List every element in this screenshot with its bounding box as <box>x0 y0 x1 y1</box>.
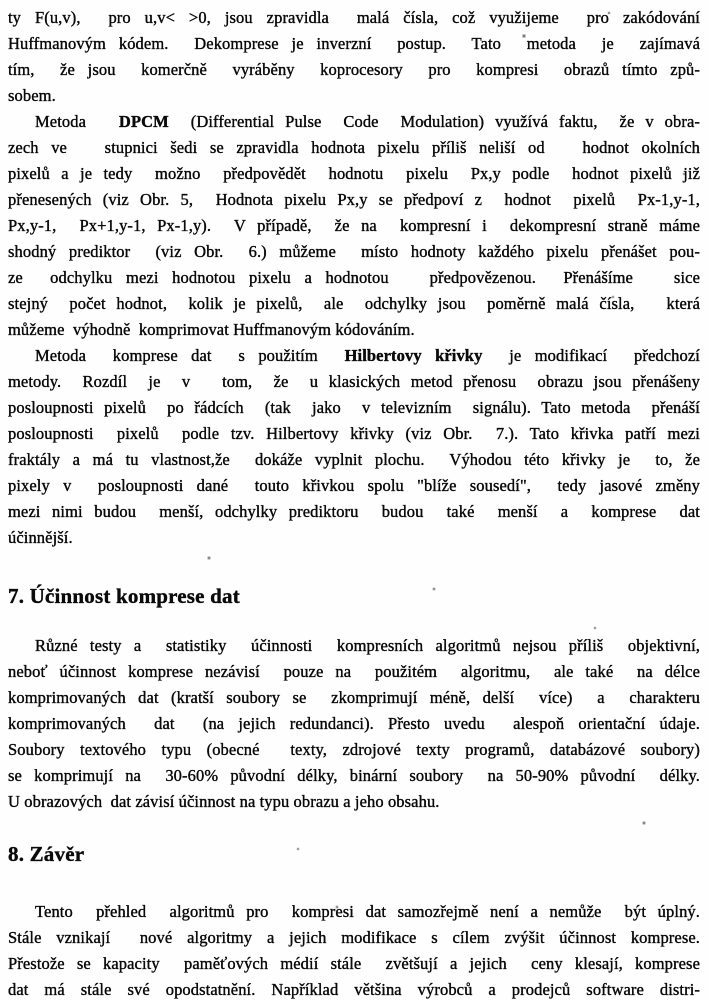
text-line: stejný počet hodnot, kolik je pixelů, ale odchylky jsou poměrně malá čísla, která <box>8 294 700 313</box>
text-line: dat má stále své opodstatnění. Například většina výrobců a prodejců software distri- <box>8 980 700 999</box>
text-line: neboť účinnost komprese nezávisí pouze na použitém algoritmu, ale také na délce <box>8 662 700 681</box>
text-line: pixely v posloupnosti dané touto křivkou spolu "blíže sousedí", tedy jasové změny <box>8 476 700 495</box>
text-line: ty F(u,v), pro u,v< >0, jsou zpravidla malá čísla, což využijeme pro zakódování <box>8 8 700 27</box>
section-heading: 7. Účinnost komprese dat <box>8 584 240 608</box>
text-segment: (Differential Pulse Code Modulation) využívá faktu, že v obra- <box>168 112 700 131</box>
text-line: posloupnosti pixelů podle tzv. Hilbertovy křivky (viz Obr. 7.). Tato křivka patří mezi <box>8 424 700 443</box>
scan-speckles <box>0 0 2 2</box>
text-line: Huffmanovým kódem. Dekomprese je inverzní postup. Tato metoda je zajímavá <box>8 34 700 53</box>
text-line: Různé testy a statistiky účinnosti kompresních algoritmů nejsou příliš objektivní, <box>35 636 700 655</box>
section-heading: 8. Závěr <box>8 842 85 866</box>
text-line: U obrazových dat závisí účinnost na typu obrazu a jeho obsahu. <box>8 792 440 811</box>
text-line <box>8 109 700 135</box>
text-segment: Metoda komprese dat s použitím <box>35 346 345 365</box>
text-line: mezi nimi budou menší, odchylky prediktoru budou také menší a komprese dat <box>8 502 700 521</box>
text-line: pixelů a je tedy možno předpovědět hodnotu pixelu Px,y podle hodnot pixelů již <box>8 164 700 183</box>
text-line: komprimovaných dat (na jejich redundanci). Přesto uvedu alespoň orientační údaje. <box>8 714 700 733</box>
paragraph <box>8 109 700 343</box>
text-line: Soubory textového typu (obecné texty, zdrojové texty programů, databázové soubory) <box>8 740 700 759</box>
paragraph <box>8 343 700 551</box>
document-text-column <box>8 5 700 1003</box>
text-line: shodný prediktor (viz Obr. 6.) můžeme místo hodnoty každého pixelu přenášet pou- <box>8 242 700 261</box>
text-line: můžeme výhodně komprimovat Huffmanovým kódováním. <box>8 320 415 339</box>
text-segment: je modifikací předchozí <box>482 346 700 365</box>
text-line: zech ve stupnici šedi se zpravidla hodnota pixelu příliš neliší od hodnot okolních <box>8 138 700 157</box>
text-line: fraktály a má tu vlastnost,že dokáže vyplnit plochu. Výhodou této křivky je to, že <box>8 450 700 469</box>
paragraph <box>8 5 700 109</box>
paragraph <box>8 899 700 1003</box>
text-line: metody. Rozdíl je v tom, že u klasických metod přenosu obrazu jsou přenášeny <box>8 372 700 391</box>
text-line: Stále vznikají nové algoritmy a jejich modifikace s cílem zvýšit účinnost komprese. <box>8 928 700 947</box>
text-line: účinnější. <box>8 528 73 547</box>
paragraph <box>8 633 700 815</box>
bold-term: DPCM <box>118 112 169 131</box>
text-line: posloupnosti pixelů po řádcích (tak jako v televizním signálu). Tato metoda přenáší <box>8 398 700 417</box>
text-line: tím, že jsou komerčně vyráběny koprocesory pro kompresi obrazů tímto způ- <box>8 60 700 79</box>
text-line: Přestože se kapacity paměťových médií stále zvětšují a jejich ceny klesají, komprese <box>8 954 700 973</box>
text-line: Tento přehled algoritmů pro kompresi dat samozřejmě není a nemůže být úplný. <box>35 902 700 921</box>
text-line: se komprimují na 30-60% původní délky, binární soubory na 50-90% původní délky. <box>8 766 700 785</box>
text-line: komprimovaných dat (kratší soubory se zkomprimují méně, delší více) a charakteru <box>8 688 700 707</box>
text-segment: Metoda <box>35 112 119 131</box>
text-line: sobem. <box>8 86 56 105</box>
text-line: přenesených (viz Obr. 5, Hodnota pixelu Px,y se předpoví z hodnot pixelů Px-1,y-1, <box>8 190 700 209</box>
text-line: Px,y-1, Px+1,y-1, Px-1,y). V případě, že na kompresní i dekompresní straně máme <box>8 216 700 235</box>
bold-term: Hilbertovy křivky <box>344 346 483 365</box>
text-line <box>8 343 700 369</box>
text-line: ze odchylku mezi hodnotou pixelu a hodnotou předpovězenou. Přenášíme sice <box>8 268 700 287</box>
